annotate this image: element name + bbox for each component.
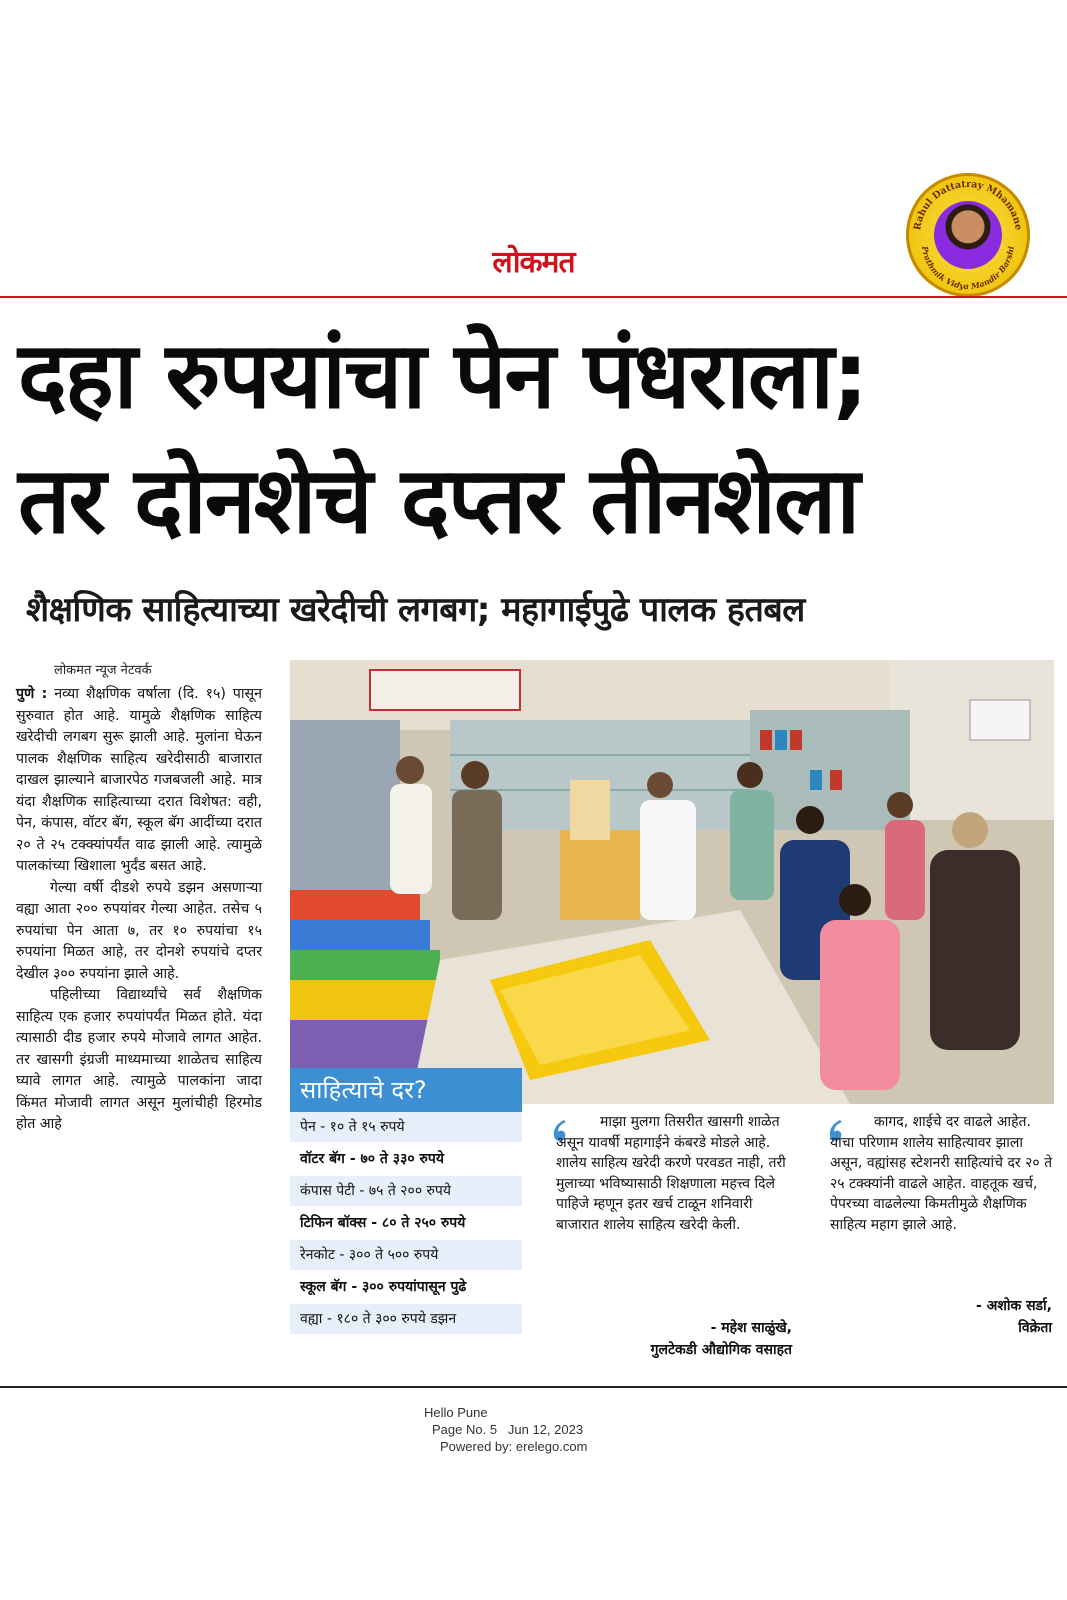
rate-item-water-bag: वॉटर बॅग - ७० ते ३३० रुपये xyxy=(300,1151,444,1167)
masthead-rule xyxy=(0,296,1067,298)
article-body xyxy=(16,684,262,1136)
rate-item-raincoat: रेनकोट - ३०० ते ५०० रुपये xyxy=(290,1240,522,1270)
rate-item-pen: पेन - १० ते १५ रुपये xyxy=(290,1112,522,1142)
rate-item-tiffin: टिफिन बॉक्स - ८० ते २५० रुपये xyxy=(300,1215,466,1231)
page-bottom-rule xyxy=(0,1386,1067,1388)
article-paragraph: गेल्या वर्षी दीडशे रुपये डझन असणाऱ्या वह्या आता २०० रुपयांवर गेल्या आहेत. तसेच ५ रुपयांचा पेन आता ७, तर १० रुपयांचा १५ रुपयांना मिळत आहे, तर दोनशे रुपयांचे दप्तर देखील ३०० रुपयांना झाले आहे. xyxy=(16,879,262,982)
quote-2-name: - अशोक सर्डा, xyxy=(975,1298,1052,1314)
rate-item-school-bag: स्कूल बॅग - ३०० रुपयांपासून पुढे xyxy=(300,1279,467,1295)
headline-line-2: तर दोनशेचे दप्तर तीनशेला xyxy=(18,447,859,554)
bookstore-photo-illustration xyxy=(290,660,1054,1104)
badge-org: Prathmik Vidya Mandir Barshi xyxy=(920,245,1016,292)
rate-item-notebooks: वह्या - १८० ते ३०० रुपये डझन xyxy=(290,1304,522,1334)
footer-powered-by: Powered by: erelego.com xyxy=(440,1439,588,1454)
article-paragraph: पहिलीच्या विद्यार्थ्यांचे सर्व शैक्षणिक साहित्य एक हजार रुपयांपर्यंत मिळत होते. यंदा त्यासाठी दीड हजार रुपये मोजावे लागत आहेत. तर खासगी इंग्रजी माध्यमाच्या शाळेतच साहित्य घ्यावे लागत आहे. त्यामुळे पालकांना जादा किंमत मोजावी लागत असून मुलांचीही हिरमोड होत आहे xyxy=(16,987,262,1132)
quote-2-text: कागद, शाईचे दर वाढले आहेत. याचा परिणाम शालेय साहित्यावर झाला असून, वह्यांसह स्टेशनरी साहित्यांचे दर २० ते २५ टक्क्यांनी वाढले आहेत. वाहतूक खर्च, पेपरच्या वाढलेल्या किमतीमुळे शैक्षणिक साहित्य महाग झाले आहे. xyxy=(830,1114,1053,1233)
masthead xyxy=(0,240,1067,281)
page-footer xyxy=(370,1404,670,1455)
bookstore-photo xyxy=(290,660,1054,1104)
headline-line-1: दहा रुपयांचा पेन पंधराला; xyxy=(18,322,867,429)
article-paragraph-text: नव्या शैक्षणिक वर्षाला (दि. १५) पासून सुरुवात होत आहे. यामुळे शैक्षणिक साहित्य खरेदीची लगबग सुरू झाली आहे. मुलांना घेऊन पालक शैक्षणिक साहित्य खरेदीसाठी बाजारात दाखल झाल्याने बाजारपेठ गजबजली आहे. मात्र यंदा शैक्षणिक साहित्याच्या दरात विशेषत: वही, पेन, कंपास, वॉटर बॅग, स्कूल बॅग आदींच्या दरात २० ते २५ टक्क्यांपर्यंत वाढ झाली आहे. त्यामुळे पालकांच्या खिशाला भुर्दंड बसत आहे. xyxy=(16,686,262,874)
quote-1-name: - महेश साळुंखे, xyxy=(710,1320,792,1336)
rate-item-compass: कंपास पेटी - ७५ ते २०० रुपये xyxy=(290,1176,522,1206)
dateline: पुणे : xyxy=(16,686,48,702)
footer-publication: Hello Pune xyxy=(424,1405,488,1420)
footer-page-date: Page No. 5 Jun 12, 2023 xyxy=(432,1422,584,1437)
rates-title: साहित्याचे दर? xyxy=(290,1068,522,1112)
badge-name: Rahul Dattatray Mhamane xyxy=(912,178,1024,232)
quote-2-place: विक्रेता xyxy=(1018,1320,1052,1336)
subheadline: शैक्षणिक साहित्याच्या खरेदीची लगबग; महागाईपुढे पालक हतबल xyxy=(26,590,805,630)
byline: लोकमत न्यूज नेटवर्क xyxy=(54,663,152,678)
svg-text:Rahul Dattatray Mhamane xyxy=(912,179,1024,231)
article-paragraph xyxy=(16,684,262,878)
masthead-logo: लोकमत xyxy=(492,245,575,280)
quote-1-text: माझा मुलगा तिसरीत खासगी शाळेत असून यावर्षी महागाईने कंबरडे मोडले आहे. शालेय साहित्य खरेदी करणे परवडत नाही, तरी मुलाच्या भविष्यासाठी शिक्षणाला महत्त्व दिले पाहिजे म्हणून इतर खर्च टाळून शनिवारी बाजारात शालेय साहित्य खरेदी केली. xyxy=(556,1114,786,1233)
quote-1-place: गुलटेकडी औद्योगिक वसाहत xyxy=(650,1342,792,1358)
